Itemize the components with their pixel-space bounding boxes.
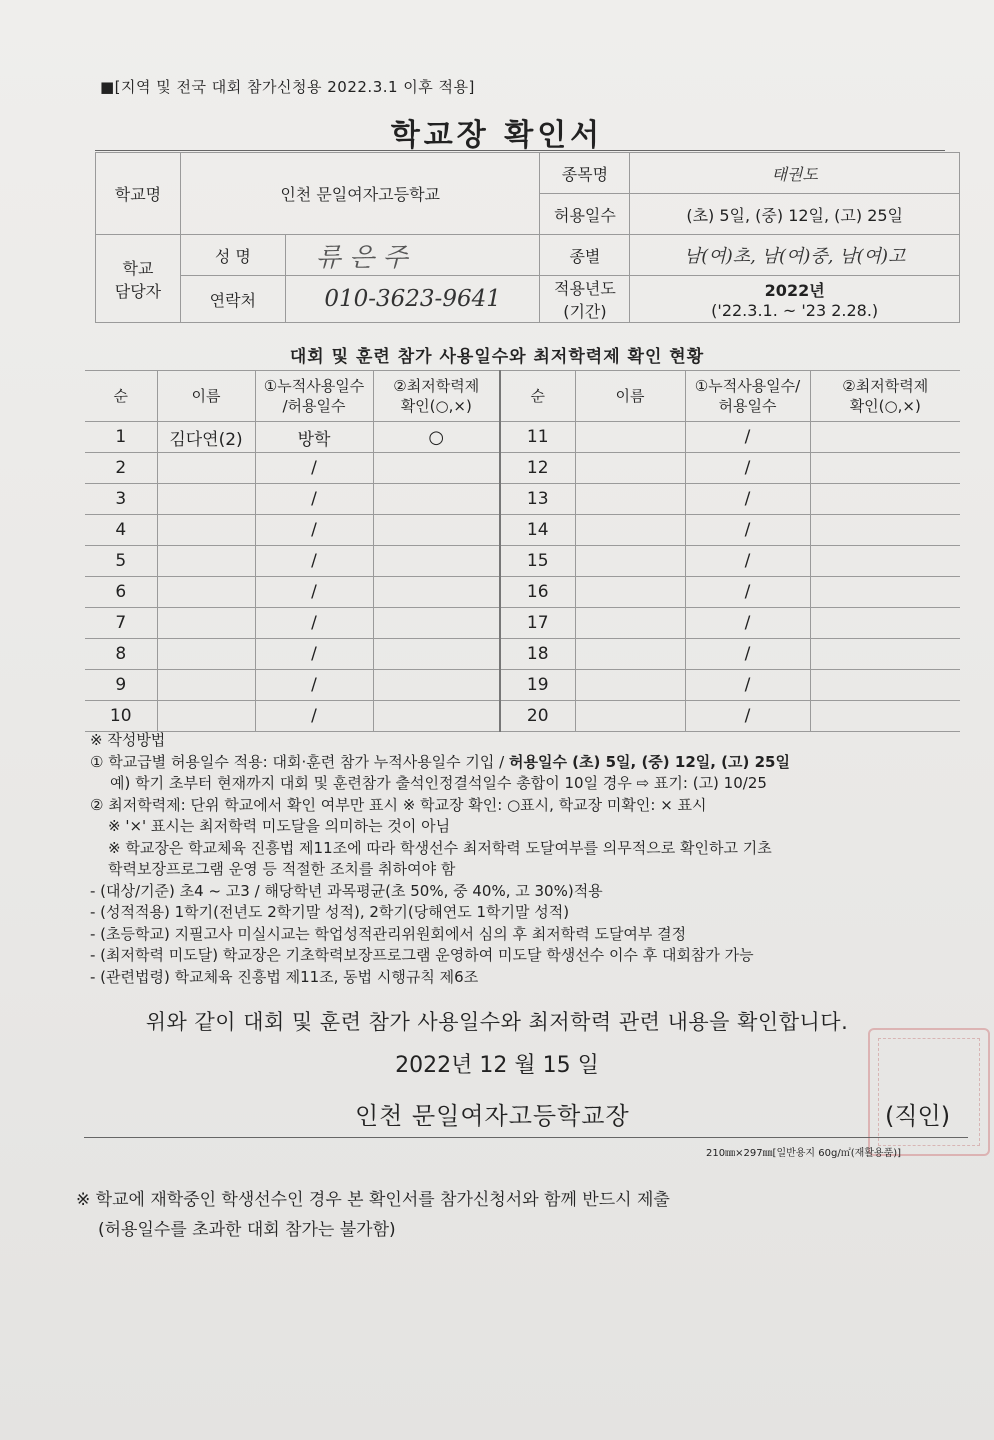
row-name-right — [575, 701, 685, 732]
note-2b-line2: 학력보장프로그램 운영 등 적절한 조치를 취하여야 함 — [108, 860, 456, 878]
row-days: / — [255, 608, 373, 639]
row-name — [157, 546, 255, 577]
school-info-table — [95, 152, 960, 323]
contact-label: 연락처 — [180, 276, 285, 323]
table-row — [85, 484, 960, 515]
col-days — [255, 371, 373, 422]
row-check-right — [810, 484, 960, 515]
row-num-right: 15 — [500, 546, 575, 577]
row-days: / — [255, 546, 373, 577]
row-num: 3 — [85, 484, 157, 515]
col-days-right-line2: 허용일수 — [718, 397, 777, 415]
row-check-right — [810, 422, 960, 453]
allow-label: 허용일수 — [540, 194, 630, 235]
row-name — [157, 515, 255, 546]
row-name: 김다연(2) — [157, 422, 255, 453]
col-name-right: 이름 — [575, 371, 685, 422]
school-label: 학교명 — [96, 153, 181, 235]
year-label-line1: 적용년도 — [554, 279, 616, 298]
note-2: ② 최저학력제: 단위 학교에서 확인 여부만 표시 ※ 학교장 확인: ○표시, 학교장 미확인: × 표시 — [90, 795, 707, 814]
row-num-right: 13 — [500, 484, 575, 515]
col-num: 순 — [85, 371, 157, 422]
detail-2: - (성적적용) 1학기(전년도 2학기말 성적), 2학기(당해연도 1학기말 성적) — [90, 903, 570, 921]
row-name — [157, 639, 255, 670]
row-days-right: / — [685, 515, 810, 546]
row-num: 4 — [85, 515, 157, 546]
year-value — [630, 276, 960, 323]
row-days: / — [255, 670, 373, 701]
row-check — [373, 608, 500, 639]
row-num-right: 16 — [500, 577, 575, 608]
row-num-right: 12 — [500, 453, 575, 484]
row-name-right — [575, 577, 685, 608]
row-num: 8 — [85, 639, 157, 670]
row-days-right: / — [685, 608, 810, 639]
footer-line1: ※ 학교에 재학중인 학생선수인 경우 본 확인서를 참가신청서와 함께 반드시 제출 — [76, 1190, 670, 1210]
manager-label-line1: 학교 — [122, 258, 154, 278]
year-label — [540, 276, 630, 323]
row-days-right: / — [685, 484, 810, 515]
sport-label: 종목명 — [540, 153, 630, 194]
row-check-right — [810, 546, 960, 577]
col-days-right-line1: ①누적사용일수/ — [694, 377, 801, 395]
col-check-right — [810, 371, 960, 422]
row-name-right — [575, 484, 685, 515]
row-name — [157, 453, 255, 484]
row-check — [373, 515, 500, 546]
row-name-right — [575, 546, 685, 577]
table-row — [85, 546, 960, 577]
detail-4: - (최저학력 미도달) 학교장은 기초학력보장프로그램 운영하여 미도달 학생선수 이수 후 대회참가 가능 — [90, 946, 754, 964]
row-check: ○ — [373, 422, 500, 453]
row-name — [157, 484, 255, 515]
col-days-line1: ①누적사용일수 — [263, 377, 365, 395]
sign-date: 2022년 12 월 15 일 — [395, 1053, 599, 1078]
row-days-right: / — [685, 639, 810, 670]
row-name-right — [575, 608, 685, 639]
row-days-right: / — [685, 453, 810, 484]
table-header-row — [85, 371, 960, 422]
sport-value: 태권도 — [630, 153, 960, 194]
row-check — [373, 484, 500, 515]
note-1 — [90, 752, 970, 774]
row-num: 1 — [85, 422, 157, 453]
row-num-right: 14 — [500, 515, 575, 546]
note-2b-line1: ※ 학교장은 학교체육 진흥법 제11조에 따라 학생선수 최저학력 도달여부를 의무적으로 확인하고 기초 — [108, 838, 772, 857]
col-num-right: 순 — [500, 371, 575, 422]
gender-value: 남(여)초, 남(여)중, 남(여)고 — [630, 235, 960, 276]
notes-heading: ※ 작성방법 — [90, 731, 166, 749]
row-name — [157, 608, 255, 639]
row-check-right — [810, 453, 960, 484]
row-days: / — [255, 515, 373, 546]
row-days-right: / — [685, 670, 810, 701]
table-row — [85, 453, 960, 484]
col-check — [373, 371, 500, 422]
contact-value: 010-3623-9641 — [285, 276, 540, 323]
confirm-statement: 위와 같이 대회 및 훈련 참가 사용일수와 최저학력 관련 내용을 확인합니다. — [145, 1010, 849, 1034]
row-num-right: 20 — [500, 701, 575, 732]
row-days: / — [255, 577, 373, 608]
note-2a: ※ '×' 표시는 최저학력 미도달을 의미하는 것이 아님 — [108, 817, 451, 835]
col-check-right-line2: 확인(○,×) — [849, 397, 921, 415]
document-title: 학교장 확인서 — [390, 118, 604, 153]
col-days-right — [685, 371, 810, 422]
year-value-line2: ('22.3.1. ~ '23 2.28.) — [711, 301, 879, 320]
row-check — [373, 577, 500, 608]
footer-note — [76, 1185, 670, 1245]
row-days: / — [255, 484, 373, 515]
row-name — [157, 701, 255, 732]
table-row — [85, 515, 960, 546]
table-row — [85, 639, 960, 670]
note-1-example: 예) 학기 초부터 현재까지 대회 및 훈련참가 출석인정결석일수 총합이 10일 경우 ⇨ 표기: (고) 10/25 — [110, 774, 767, 792]
name-label: 성 명 — [180, 235, 285, 276]
manager-label-line2: 담당자 — [114, 281, 162, 301]
row-name-right — [575, 670, 685, 701]
row-name-right — [575, 639, 685, 670]
table-row — [85, 701, 960, 732]
row-num-right: 18 — [500, 639, 575, 670]
row-name-right — [575, 515, 685, 546]
row-days-right: / — [685, 701, 810, 732]
row-num: 6 — [85, 577, 157, 608]
row-days: / — [255, 701, 373, 732]
row-days-right: / — [685, 577, 810, 608]
paper-spec: 210㎜×297㎜[일반용지 60g/㎡(재활용품)] — [706, 1148, 902, 1159]
table-row — [85, 422, 960, 453]
allow-value: (초) 5일, (중) 12일, (고) 25일 — [630, 194, 960, 235]
row-check — [373, 701, 500, 732]
col-check-line2: 확인(○,×) — [400, 397, 472, 415]
row-name — [157, 670, 255, 701]
row-check — [373, 639, 500, 670]
row-check-right — [810, 639, 960, 670]
row-days: / — [255, 639, 373, 670]
col-check-right-line1: ②최저학력제 — [842, 377, 929, 395]
row-name — [157, 577, 255, 608]
footer-line2: (허용일수를 초과한 대회 참가는 불가함) — [98, 1220, 396, 1240]
row-check-right — [810, 608, 960, 639]
row-num-right: 19 — [500, 670, 575, 701]
row-num: 10 — [85, 701, 157, 732]
participation-table — [85, 370, 960, 732]
gender-label: 종별 — [540, 235, 630, 276]
name-value: 류 은 주 — [285, 235, 540, 276]
row-num: 5 — [85, 546, 157, 577]
manager-label — [96, 235, 181, 323]
row-check-right — [810, 670, 960, 701]
section-title: 대회 및 훈련 참가 사용일수와 최저학력제 확인 현황 — [289, 347, 705, 367]
table-row — [85, 670, 960, 701]
col-check-line1: ②최저학력제 — [393, 377, 480, 395]
row-days-right: / — [685, 422, 810, 453]
bottom-divider — [84, 1137, 968, 1138]
year-label-line2: (기간) — [563, 302, 607, 321]
row-check — [373, 670, 500, 701]
row-days: / — [255, 453, 373, 484]
note-1-bold: 허용일수 (초) 5일, (중) 12일, (고) 25일 — [509, 752, 790, 771]
note-1-text: ① 학교급별 허용일수 적용: 대회·훈련 참가 누적사용일수 기입 / — [90, 752, 509, 771]
row-check — [373, 546, 500, 577]
row-num: 7 — [85, 608, 157, 639]
title-underline — [95, 150, 945, 151]
col-name: 이름 — [157, 371, 255, 422]
row-check — [373, 453, 500, 484]
detail-3: - (초등학교) 지필고사 미실시교는 학업성적관리위원회에서 심의 후 최저학력 도달여부 결정 — [90, 924, 687, 943]
row-check-right — [810, 701, 960, 732]
table-row — [85, 608, 960, 639]
row-num: 2 — [85, 453, 157, 484]
row-check-right — [810, 515, 960, 546]
row-check-right — [810, 577, 960, 608]
row-days: 방학 — [255, 422, 373, 453]
detail-1: - (대상/기준) 초4 ~ 고3 / 해당학년 과목평균(초 50%, 중 40%, 고 30%)적용 — [90, 881, 603, 900]
seal-label: (직인) — [885, 1102, 951, 1130]
year-value-line1: 2022년 — [764, 281, 825, 300]
row-num-right: 11 — [500, 422, 575, 453]
header-note: ■[지역 및 전국 대회 참가신청용 2022.3.1 이후 적용] — [100, 78, 475, 96]
school-value: 인천 문일여자고등학교 — [180, 153, 540, 235]
row-name-right — [575, 453, 685, 484]
row-num: 9 — [85, 670, 157, 701]
row-name-right — [575, 422, 685, 453]
row-days-right: / — [685, 546, 810, 577]
instructions — [90, 730, 970, 988]
table-row — [85, 577, 960, 608]
detail-5: - (관련법령) 학교체육 진흥법 제11조, 동법 시행규칙 제6조 — [90, 967, 479, 986]
col-days-line2: /허용일수 — [282, 397, 346, 415]
principal-sign: 인천 문일여자고등학교장 — [355, 1102, 630, 1130]
row-num-right: 17 — [500, 608, 575, 639]
